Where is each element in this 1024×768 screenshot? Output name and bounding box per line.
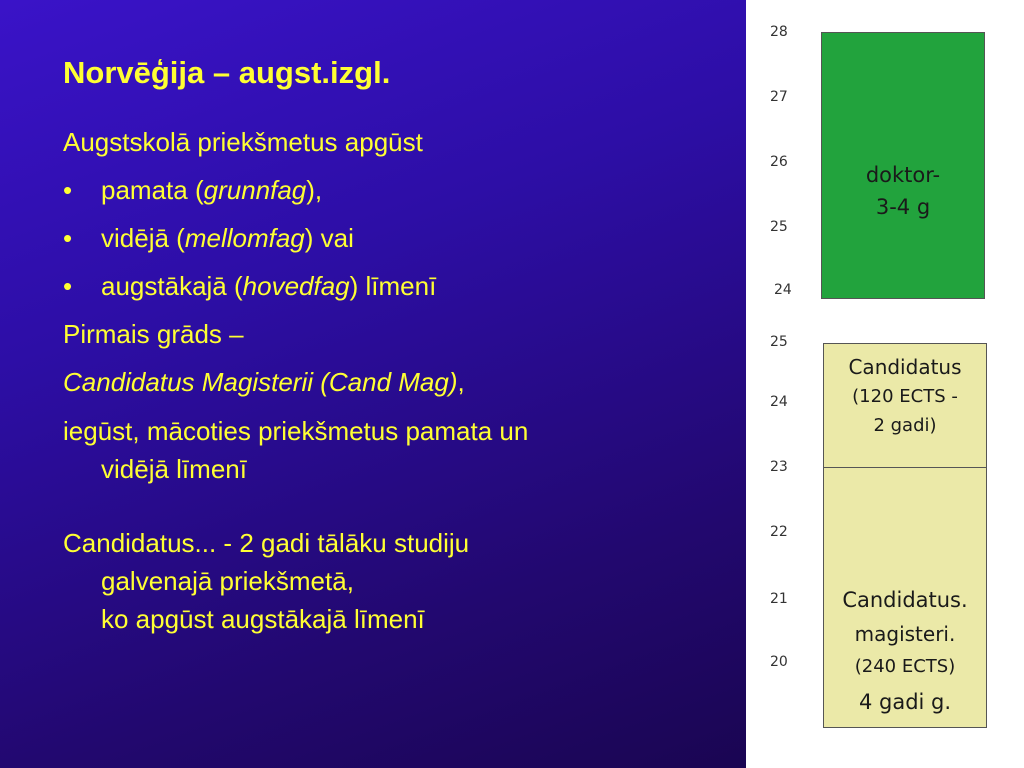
magisteri-label-4: 4 gadi g. (858, 690, 952, 714)
age-label: 20 (770, 654, 788, 670)
age-label: 26 (770, 154, 788, 170)
candidatus-label-1: Candidatus (848, 355, 962, 379)
bullet-term: mellomfag (184, 223, 305, 253)
bullet-hovedfag (63, 262, 723, 310)
cand-mag-line (63, 358, 723, 406)
slide-body (63, 118, 723, 638)
candidatus-box (823, 343, 987, 468)
candidatus-line-3: ko apgūst augstākajā līmenī (101, 604, 425, 634)
bullet-text: ) vai (304, 223, 354, 253)
candidatus-label-3: 2 gadi) (873, 415, 937, 436)
bullet-text: ), (306, 175, 323, 205)
age-label: 28 (770, 24, 788, 40)
cand-mag-term: Candidatus Magisterii (Cand Mag) (63, 367, 458, 397)
magisteri-box (823, 467, 987, 728)
obtained-line-1: iegūst, mācoties priekšmetus pamata un (63, 416, 529, 446)
doctor-label-2: 3-4 g (875, 195, 931, 219)
doctor-box (821, 32, 985, 299)
age-label: 27 (770, 89, 788, 105)
bullet-text: augstākajā ( (101, 271, 243, 301)
bullet-term: grunnfag (203, 175, 307, 205)
intro-text: Augstskolā priekšmetus apgūst (63, 127, 423, 157)
bullet-dot: • (63, 223, 73, 253)
bullet-term: hovedfag (242, 271, 350, 301)
age-label: 25 (770, 334, 788, 350)
bullet-grunnfag (63, 166, 723, 214)
bullet-text: ) līmenī (349, 271, 437, 301)
obtained-line-2: vidējā līmenī (101, 454, 247, 484)
age-label: 21 (770, 591, 788, 607)
age-label: 24 (774, 282, 792, 298)
bullet-mellomfag (63, 214, 723, 262)
magisteri-label-1: Candidatus. (842, 588, 968, 612)
spacer (63, 488, 723, 524)
doctor-label-1: doktor- (865, 163, 941, 187)
slide-title: Norvēģija – augst.izgl. (63, 55, 391, 90)
first-degree-text: Pirmais grāds – (63, 319, 244, 349)
magisteri-label-3: (240 ECTS) (854, 656, 956, 677)
age-label: 23 (770, 459, 788, 475)
candidatus-line-1: Candidatus... - 2 gadi tālāku studiju (63, 528, 470, 558)
bullet-dot: • (63, 271, 73, 301)
cand-mag-comma: , (457, 367, 465, 397)
age-label: 22 (770, 524, 788, 540)
magisteri-label-2: magisteri. (854, 622, 956, 646)
degree-diagram (746, 0, 1024, 768)
age-label: 24 (770, 394, 788, 410)
candidatus-label-2: (120 ECTS - (852, 386, 958, 407)
bullet-text: vidējā ( (101, 223, 185, 253)
bullet-text: pamata ( (101, 175, 204, 205)
bullet-dot: • (63, 175, 73, 205)
age-label: 25 (770, 219, 788, 235)
candidatus-line-2: galvenajā priekšmetā, (101, 566, 354, 596)
